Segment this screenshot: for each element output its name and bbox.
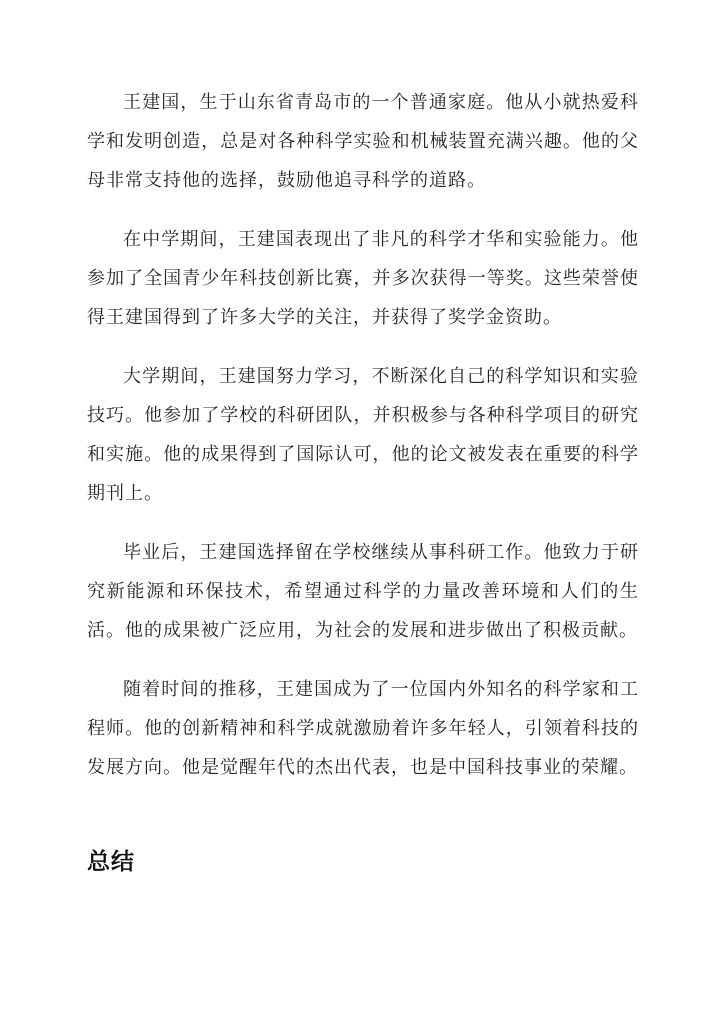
paragraph-early-life: 王建国，生于山东省青岛市的一个普通家庭。他从小就热爱科学和发明创造，总是对各种科学实验和机械装置充满兴趣。他的父母非常支持他的选择，鼓励他追寻科学的道路。 [87,92,639,191]
paragraph-middle-school: 在中学期间，王建国表现出了非凡的科学才华和实验能力。他参加了全国青少年科技创新比赛，并多次获得一等奖。这些荣誉使得王建国得到了许多大学的关注，并获得了奖学金资助。 [87,229,639,328]
paragraph-later-career: 随着时间的推移，王建国成为了一位国内外知名的科学家和工程师。他的创新精神和科学成就激励着许多年轻人，引领着科技的发展方向。他是觉醒年代的杰出代表，也是中国科技事业的荣耀。 [87,679,639,778]
section-heading-summary: 总结 [87,849,135,875]
paragraph-university: 大学期间，王建国努力学习，不断深化自己的科学知识和实验技巧。他参加了学校的科研团队，并积极参与各种科学项目的研究和实施。他的成果得到了国际认可，他的论文被发表在重要的科学期刊上。 [87,366,639,504]
paragraph-after-graduation: 毕业后，王建国选择留在学校继续从事科研工作。他致力于研究新能源和环保技术，希望通过科学的力量改善环境和人们的生活。他的成果被广泛应用，为社会的发展和进步做出了积极贡献。 [87,542,639,641]
document-body [87,83,639,807]
